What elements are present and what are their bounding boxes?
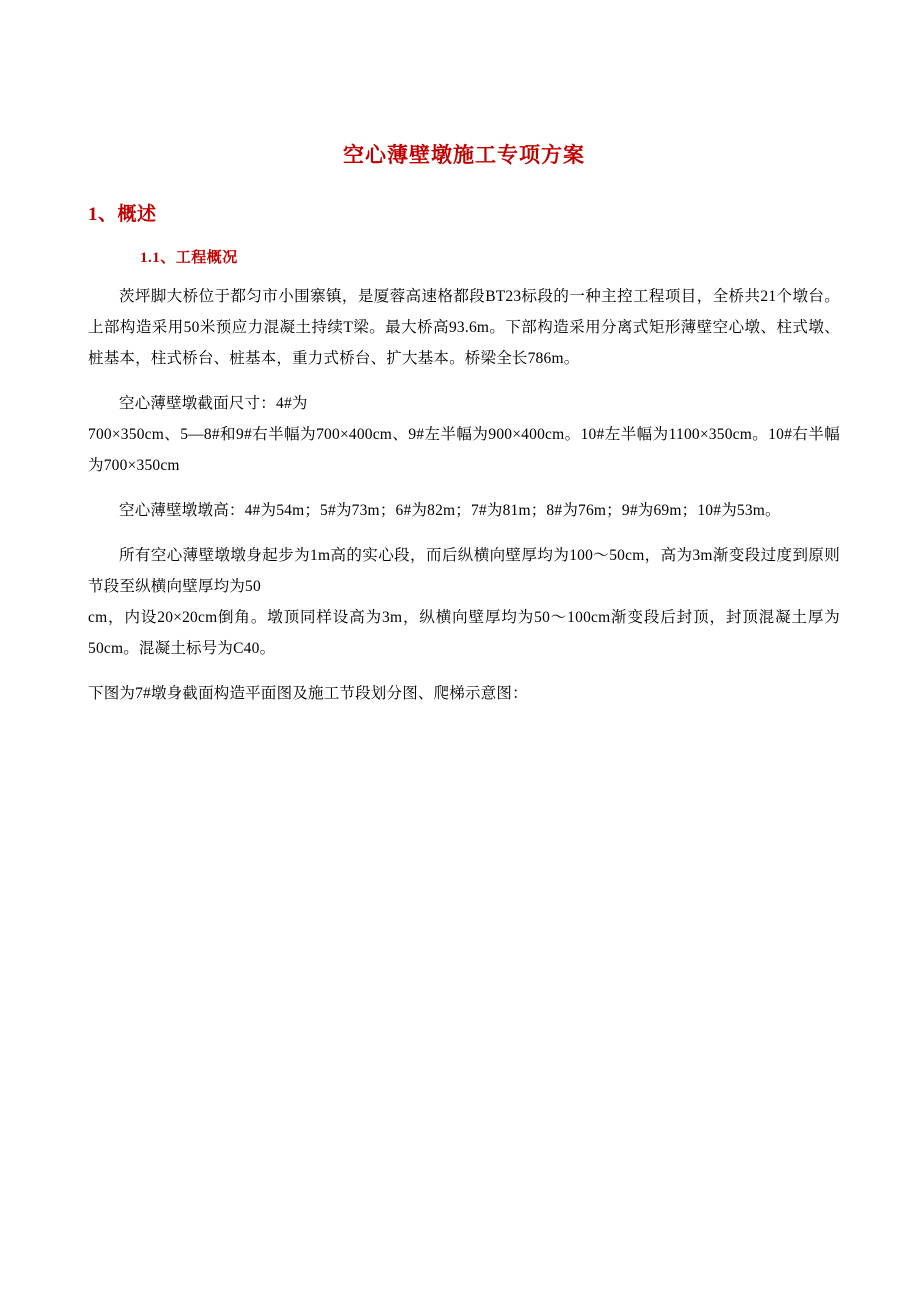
dimensions-lead-text: 空心薄壁墩截面尺寸：4#为: [119, 395, 308, 412]
paragraph-project-overview: 茨坪脚大桥位于都匀市小围寨镇，是厦蓉高速格都段BT23标段的一种主控工程项目，全桥共21个墩台。上部构造采用50米预应力混凝土持续T梁。最大桥高93.6m。下部构造采用分离式矩形薄壁空心墩、柱式墩、桩基本，柱式桥台、桩基本，重力式桥台、扩大基本。桥梁全长786m。: [88, 288, 840, 367]
paragraph-section-dimensions-detail: 700×350cm、5—8#和9#右半幅为700×400cm、9#左半幅为900×400cm。10#左半幅为1100×350cm。10#右半幅为700×350cm: [88, 426, 840, 474]
section-heading-1-1: 1.1、工程概况: [140, 250, 238, 266]
section-heading-1: 1、概述: [88, 204, 157, 225]
paragraph-wall-thickness-2: cm，内设20×20cm倒角。墩顶同样设高为3m，纵横向壁厚均为50～100cm渐变段后封顶，封顶混凝土厚为50cm。混凝土标号为C40。: [88, 609, 840, 657]
paragraph-figure-caption: 下图为7#墩身截面构造平面图及施工节段划分图、爬梯示意图：: [88, 685, 528, 702]
paragraph-section-dimensions-lead: [88, 388, 840, 419]
paragraph-wall-thickness-1: 所有空心薄壁墩墩身起步为1m高的实心段，而后纵横向壁厚均为100～50cm，高为3m渐变段过度到原则节段至纵横向壁厚均为50: [88, 547, 840, 595]
paragraph-pier-heights: 空心薄壁墩墩高：4#为54m；5#为73m；6#为82m；7#为81m；8#为76m；9#为69m；10#为53m。: [119, 502, 781, 519]
document-title: 空心薄壁墩施工专项方案: [343, 143, 585, 167]
document-content: [88, 0, 840, 709]
